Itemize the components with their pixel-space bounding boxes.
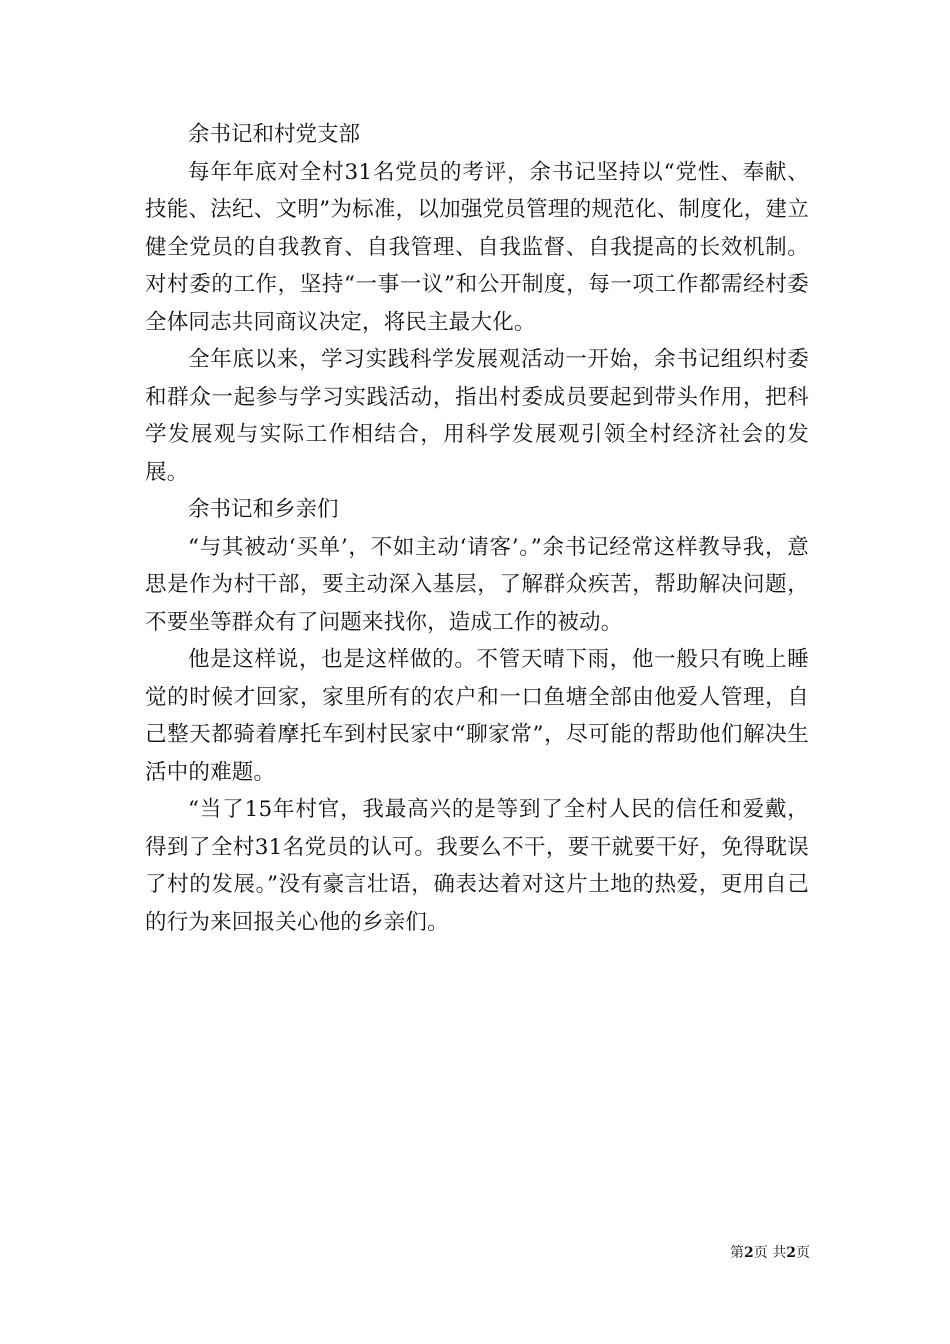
footer-middle: 页 共 <box>753 1245 787 1261</box>
section-heading-villagers: 余书记和乡亲们 <box>188 497 339 522</box>
page-number-footer <box>730 1244 810 1262</box>
footer-current-page: 2 <box>744 1245 754 1261</box>
footer-suffix: 页 <box>796 1245 810 1261</box>
paragraph: 他是这样说，也是这样做的。不管天晴下雨，他一般只有晚上睡觉的时候才回家，家里所有的农户和一口鱼塘全部由他爱人管理，自己整天都骑着摩托车到村民家中“聊家常”，尽可能的帮助他们解决生活中的难题。 <box>145 647 809 785</box>
footer-prefix: 第 <box>730 1245 745 1261</box>
paragraph: 每年年底对全村31名党员的考评，余书记坚持以“党性、奉献、技能、法纪、文明”为标准，以加强党员管理的规范化、制度化，建立健全党员的自我教育、自我管理、自我监督、自我提高的长效机制。对村委的工作，坚持“一事一议”和公开制度，每一项工作都需经村委全体同志共同商议决定，将民主最大化。 <box>145 159 809 335</box>
paragraph: “当了15年村官，我最高兴的是等到了全村人民的信任和爱戴，得到了全村31名党员的认可。我要么不干，要干就要干好，免得耽误了村的发展。”没有豪言壮语，确表达着对这片土地的热爱，更用自己的行为来回报关心他的乡亲们。 <box>145 797 809 935</box>
paragraph: 全年底以来，学习实践科学发展观活动一开始，余书记组织村委和群众一起参与学习实践活动，指出村委成员要起到带头作用，把科学发展观与实际工作相结合，用科学发展观引领全村经济社会的发展。 <box>145 347 809 485</box>
section-heading-party-branch: 余书记和村党支部 <box>188 122 361 147</box>
document-body <box>145 116 809 941</box>
paragraph: “与其被动‘买单’，不如主动‘请客’。”余书记经常这样教导我，意思是作为村干部，要主动深入基层，了解群众疾苦，帮助解决问题，不要坐等群众有了问题来找你，造成工作的被动。 <box>145 534 809 635</box>
footer-total-pages: 2 <box>786 1245 796 1261</box>
